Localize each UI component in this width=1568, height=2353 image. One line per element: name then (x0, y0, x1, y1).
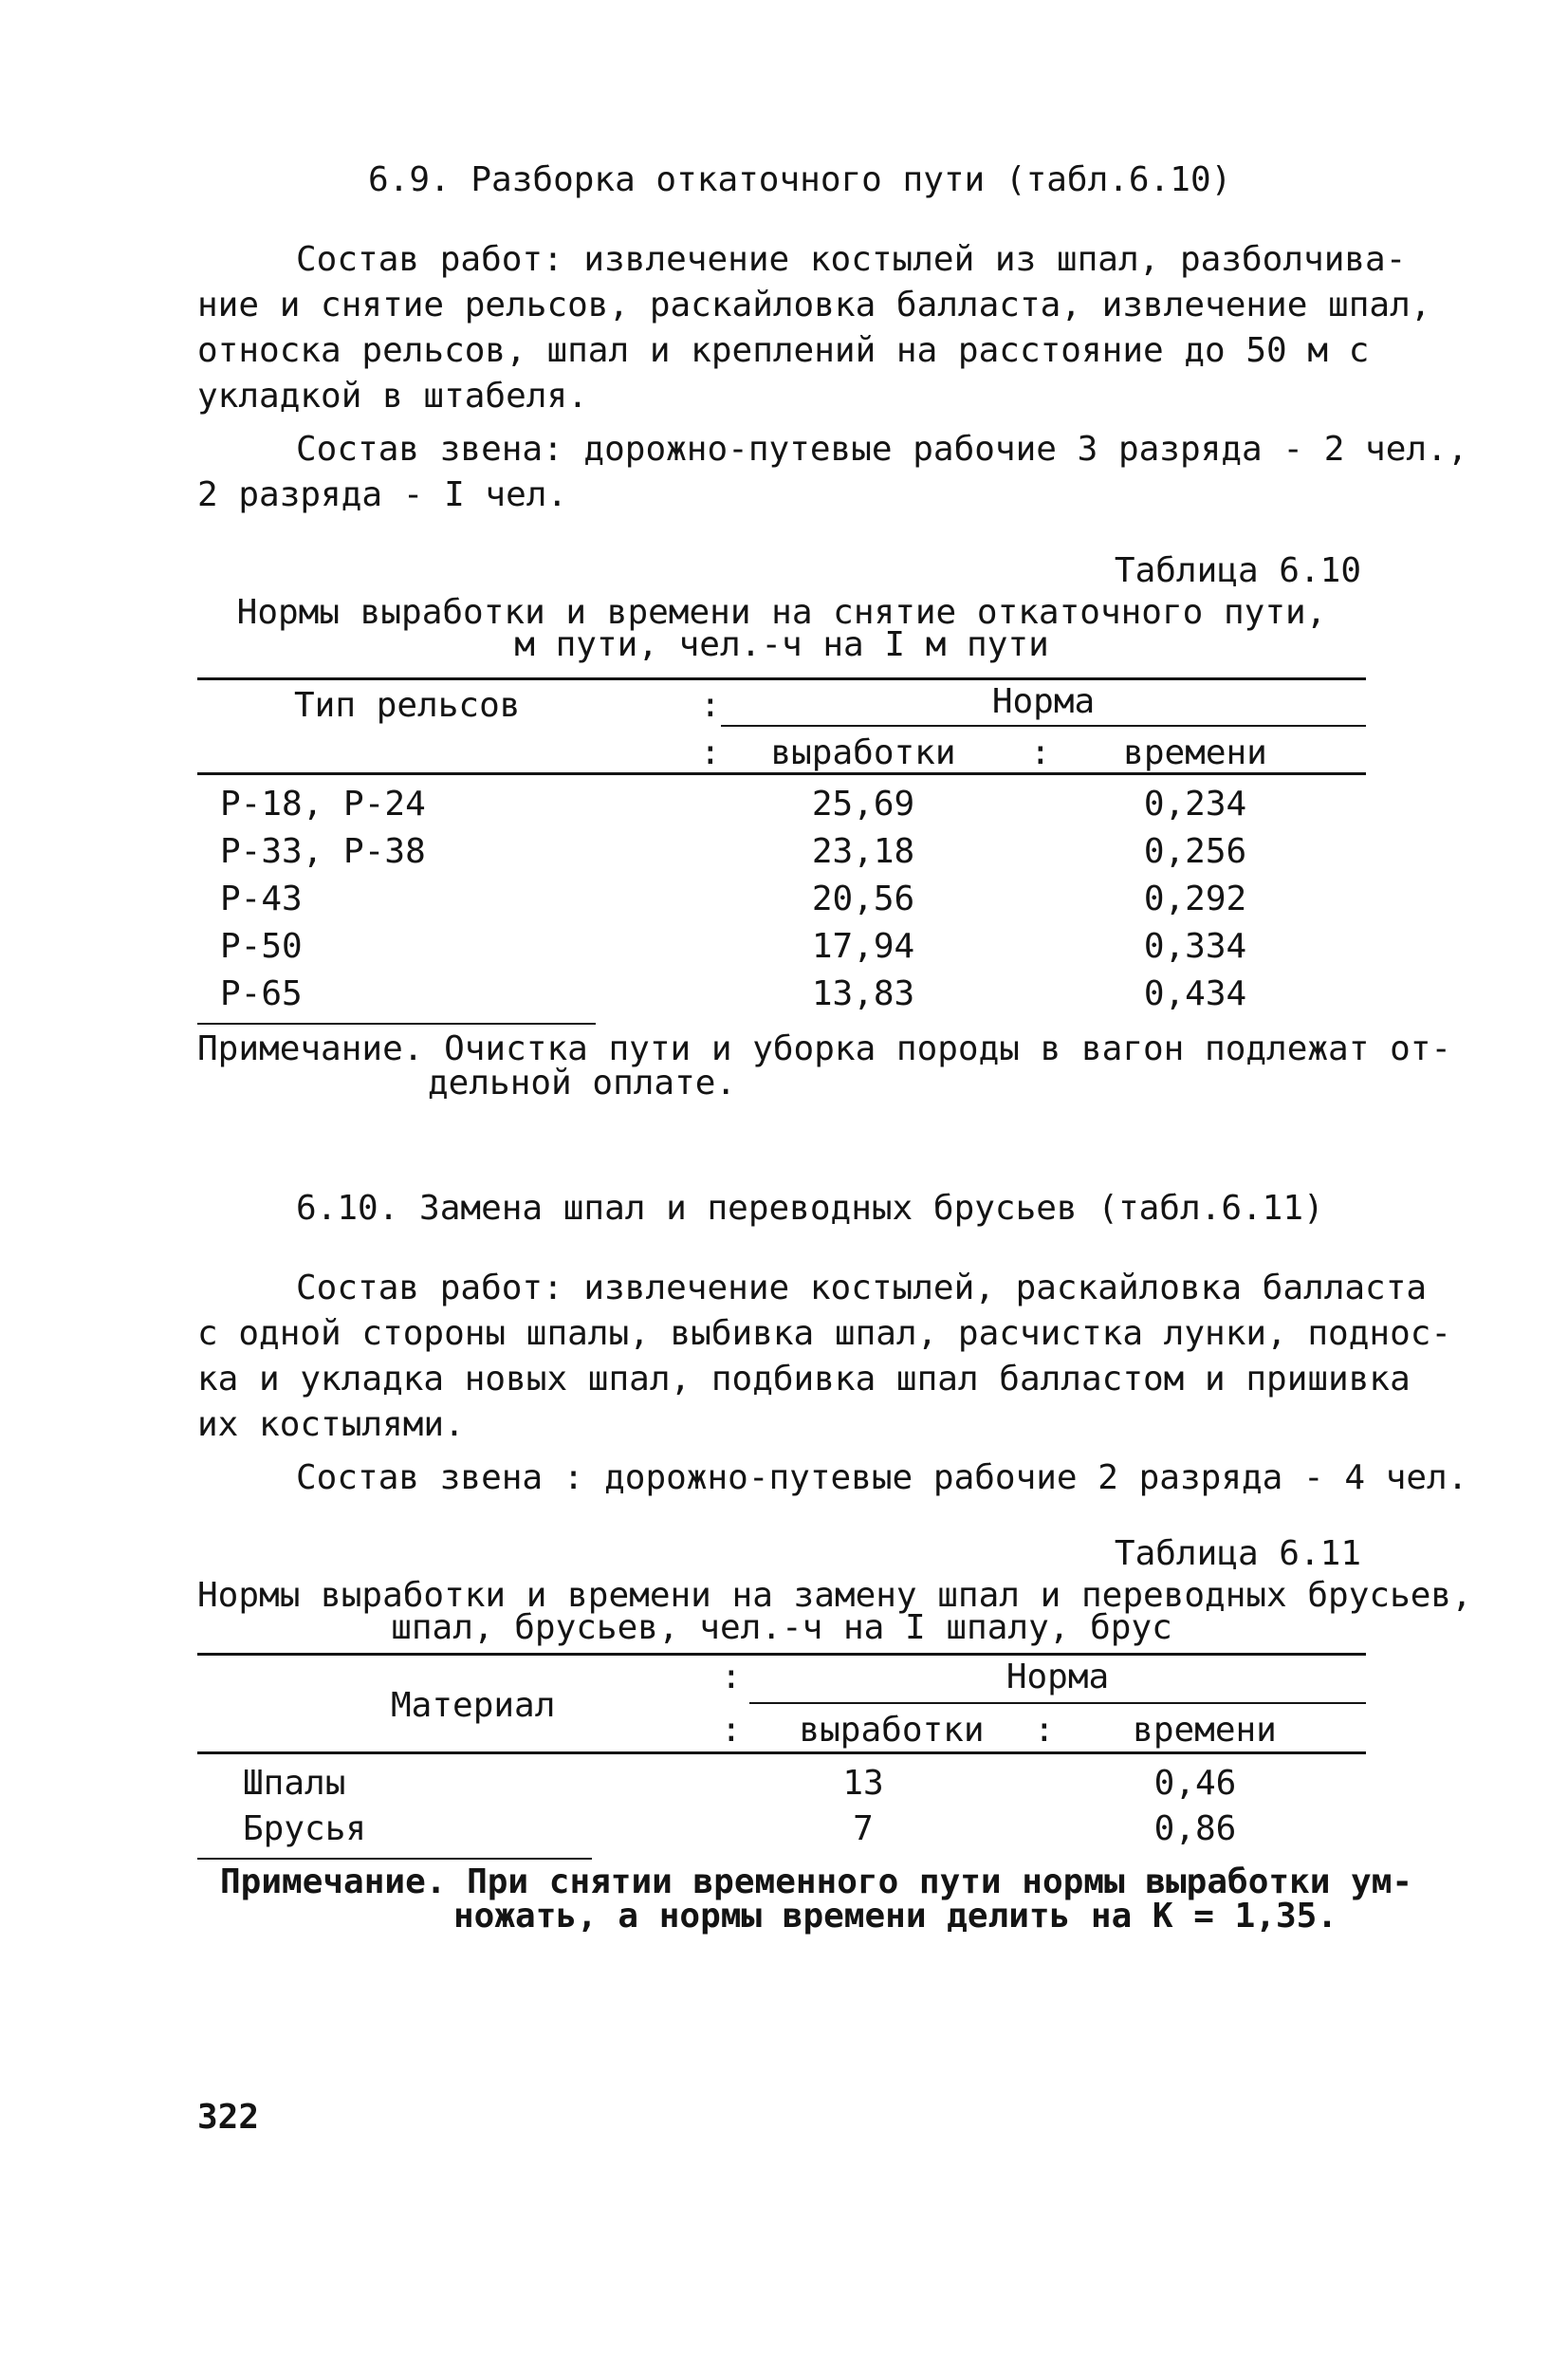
table-title: Нормы выработки и времени на снятие откаточного пути, (236, 593, 1327, 632)
paragraph-line: Состав работ: извлечение костылей из шпал, разболчива- (296, 240, 1407, 279)
column-separator: : (1034, 1711, 1055, 1750)
table-title: Нормы выработки и времени на замену шпал и переводных брусьев, (197, 1576, 1472, 1615)
paragraph-line: ка и укладка новых шпал, подбивка шпал балластом и пришивка (197, 1360, 1411, 1399)
column-separator: : (700, 733, 721, 772)
paragraph-line: с одной стороны шпалы, выбивка шпал, расчистка лунки, поднос- (197, 1314, 1452, 1353)
paragraph-line: их костылями. (197, 1405, 465, 1444)
table-label: Таблица 6.10 (1114, 551, 1361, 590)
section-heading-6-10: 6.10. Замена шпал и переводных брусьев (табл.6.11) (296, 1189, 1324, 1228)
note-line: ножать, а нормы времени делить на К = 1,35. (453, 1897, 1337, 1936)
table-header-rule (197, 1751, 1366, 1754)
cell-material: Брусья (243, 1809, 367, 1848)
note-line: дельной оплате. (428, 1064, 737, 1102)
column-header-norm: Норма (1005, 1658, 1110, 1696)
column-separator: : (1030, 733, 1051, 772)
table-top-rule (197, 1653, 1366, 1656)
cell-material: Шпалы (243, 1764, 346, 1803)
column-header-type: Тип рельсов (294, 686, 521, 725)
paragraph-line: относка рельсов, шпал и креплений на расстояние до 50 м с (197, 331, 1370, 370)
note-line: Примечание. Очистка пути и уборка породы в вагон подлежат от- (197, 1029, 1452, 1068)
note-rule (197, 1858, 592, 1860)
column-separator: : (700, 686, 721, 725)
cell-output: 13 (842, 1764, 884, 1803)
cell-output: 17,94 (811, 927, 915, 966)
paragraph-line: укладкой в штабеля. (197, 377, 588, 416)
paragraph-line: Состав звена: дорожно-путевые рабочие 3 разряда - 2 чел., (296, 430, 1468, 469)
column-header-output: выработки (770, 733, 956, 772)
table-label: Таблица 6.11 (1114, 1534, 1361, 1573)
cell-time: 0,234 (1143, 785, 1247, 824)
paragraph-line: Состав работ: извлечение костылей, раскайловка балласта (296, 1269, 1428, 1307)
cell-time: 0,292 (1143, 880, 1247, 918)
column-header-output: выработки (799, 1711, 985, 1750)
table-title: шпал, брусьев, чел.-ч на I шпалу, брус (391, 1608, 1172, 1647)
column-header-time: времени (1123, 733, 1267, 772)
cell-time: 0,434 (1143, 974, 1247, 1013)
column-header-time: времени (1133, 1711, 1277, 1750)
note-rule (197, 1023, 596, 1025)
table-title: м пути, чел.-ч на I м пути (514, 625, 1049, 664)
column-header-norm: Норма (991, 682, 1096, 721)
cell-time: 0,334 (1143, 927, 1247, 966)
cell-type: Р-33, Р-38 (220, 832, 426, 871)
norm-header-rule (749, 1702, 1366, 1704)
table-top-rule (197, 677, 1366, 680)
column-header-material: Материал (391, 1686, 556, 1725)
cell-output: 7 (853, 1809, 874, 1848)
cell-output: 23,18 (811, 832, 915, 871)
section2-crew-composition: Состав звена : дорожно-путевые рабочие 2 разряда - 4 чел. (296, 1458, 1468, 1497)
section-heading-6-9: 6.9. Разборка откаточного пути (табл.6.10) (368, 160, 1232, 199)
cell-output: 25,69 (811, 785, 915, 824)
column-separator: : (721, 1711, 742, 1750)
table-header-rule (197, 772, 1366, 775)
cell-output: 13,83 (811, 974, 915, 1013)
cell-type: Р-65 (220, 974, 303, 1013)
column-separator: : (721, 1658, 742, 1696)
cell-time: 0,256 (1143, 832, 1247, 871)
norm-header-rule (721, 725, 1366, 727)
note-line: Примечание. При снятии временного пути нормы выработки ум- (220, 1862, 1413, 1901)
paragraph-line: ние и снятие рельсов, раскайловка балласта, извлечение шпал, (197, 286, 1431, 324)
cell-time: 0,86 (1153, 1809, 1237, 1848)
cell-output: 20,56 (811, 880, 915, 918)
cell-type: Р-18, Р-24 (220, 785, 426, 824)
cell-time: 0,46 (1153, 1764, 1237, 1803)
paragraph-line: 2 разряда - I чел. (197, 475, 568, 514)
cell-type: Р-43 (220, 880, 303, 918)
cell-type: Р-50 (220, 927, 303, 966)
page-number: 322 (197, 2098, 260, 2137)
